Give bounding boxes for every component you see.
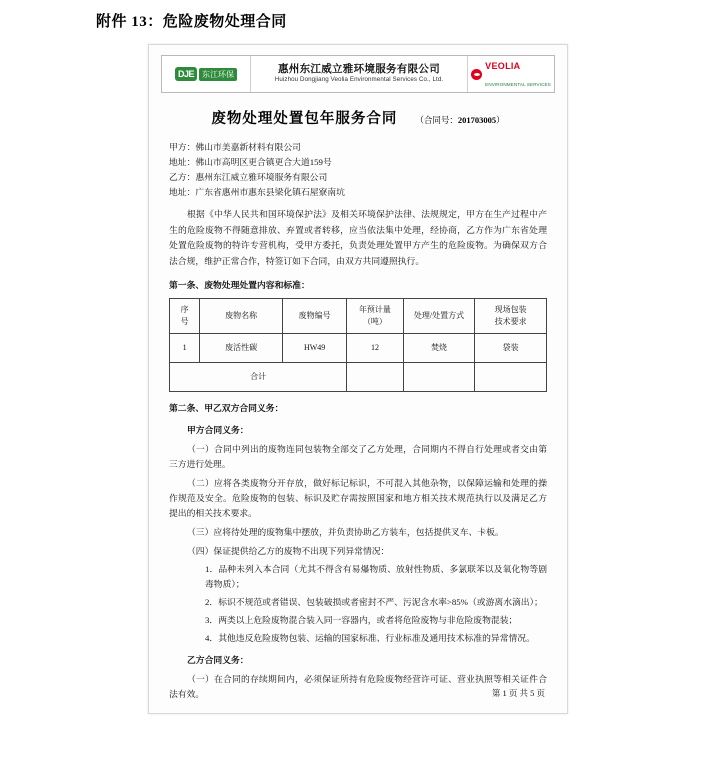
total-treatment	[403, 363, 475, 392]
party-a-numbered-item: 2．标识不规范或者错误、包装破损或者密封不严、污泥含水率>85%（或游离水滴出）；	[205, 597, 543, 607]
column-header-annual-qty: 年预计量 （吨）	[347, 299, 404, 334]
waste-table	[169, 298, 547, 392]
table-total-row	[170, 363, 547, 392]
cell-treatment: 焚烧	[403, 334, 475, 363]
contract-number	[415, 114, 504, 126]
document-title: 废物处理处置包年服务合同	[211, 111, 398, 127]
letterhead	[161, 55, 555, 93]
company-name-cn: 惠州东江威立雅环境服务有限公司	[278, 64, 440, 76]
party-line: 地址：佛山市高明区更合镇更合大道159号	[169, 157, 332, 167]
column-header-packaging: 现场包装 技术要求	[475, 299, 547, 334]
total-qty	[347, 363, 404, 392]
contract-number-tail: ）	[496, 115, 505, 125]
veolia-dot-icon	[471, 69, 482, 80]
veolia-logo	[467, 56, 554, 92]
party-line: 乙方：惠州东江威立雅环境服务有限公司	[169, 172, 328, 182]
total-packaging	[475, 363, 547, 392]
dongjiang-logo-mark: DJE	[175, 67, 197, 81]
party-a-item: （四）保证提供给乙方的废物不出现下列异常情况：	[187, 546, 390, 556]
party-line: 地址：广东省惠州市惠东县梁化镇石屋寮南坑	[169, 187, 345, 197]
cell-annual-qty: 12	[347, 334, 404, 363]
contract-sheet	[148, 44, 568, 714]
table-row	[170, 334, 547, 363]
cell-waste-name: 废活性碳	[200, 334, 283, 363]
column-header-waste-code: 废物编号	[283, 299, 347, 334]
party-a-item: （二）应将各类废物分开存放，做好标记标识，不可混入其他杂物，以保障运输和处理的操作规范及安全。危险废物的包装、标识及贮存需按照国家和地方相关技术规范执行以及满足乙方提出的相关技术要求。	[169, 478, 547, 518]
party-a-numbered-item: 1．品种未列入本合同（尤其不得含有易爆物质、放射性物质、多氯联苯以及氧化物等剧毒物质）；	[205, 564, 547, 589]
contract-number-label: （合同号：	[415, 115, 458, 125]
column-header-index: 序 号	[170, 299, 200, 334]
table-header-row	[170, 299, 547, 334]
veolia-subtitle: ENVIRONMENTAL SERVICES	[485, 82, 551, 87]
party-a-obligations-heading: 甲方合同义务：	[187, 425, 249, 435]
dongjiang-logo	[162, 56, 251, 92]
party-b-obligations-heading: 乙方合同义务：	[187, 655, 249, 665]
column-header-treatment: 处理/处置方式	[403, 299, 475, 334]
party-a-item: （一）合同中列出的废物连同包装物全部交了乙方处理，合同期内不得自行处理或者交由第三方进行处理。	[169, 444, 547, 469]
veolia-name: VEOLIA	[485, 61, 521, 72]
party-a-numbered-item: 3．两类以上危险废物混合装入同一容器内，或者将危险废物与非危险废物混装；	[205, 615, 518, 625]
cell-packaging: 袋装	[475, 334, 547, 363]
dongjiang-logo-cn: 东江环保	[199, 68, 237, 81]
cell-waste-code: HW49	[283, 334, 347, 363]
article-two-heading: 第二条、甲乙双方合同义务：	[169, 403, 284, 413]
document-body	[169, 128, 547, 702]
article-one-heading: 第一条、废物处理处置内容和标准：	[169, 280, 310, 290]
company-name-block	[251, 56, 467, 92]
party-a-numbered-item: 4．其他违反危险废物包装、运输的国家标准、行业标准及通用技术标准的异常情况。	[205, 633, 535, 643]
contract-number-value: 201703005	[457, 115, 497, 125]
column-header-waste-name: 废物名称	[200, 299, 283, 334]
total-label: 合计	[170, 363, 347, 392]
company-name-en: Huizhou Dongjiang Veolia Environmental Services Co., Ltd.	[274, 76, 444, 84]
preamble-paragraph: 根据《中华人民共和国环境保护法》及相关环境保护法律、法规规定，甲方在生产过程中产生的危险废物不得随意排放、弃置或者转移，应当依法集中处理，经协商，乙方作为广东省处理处置危险废物的特许专营机构，受甲方委托，负责处理处置甲方产生的危险废物。为确保双方合法合规，维护正常合作，特签订如下合同，由双方共同遵照执行。	[169, 209, 547, 266]
title-row	[161, 107, 555, 128]
attachment-title: 附件 13：危险废物处理合同	[96, 14, 287, 30]
party-b-item: （一）在合同的存续期间内，必须保证所持有危险废物经营许可证、营业执照等相关证件合法有效。	[169, 674, 547, 699]
page-footer: 第 1 页 共 5 页	[491, 688, 545, 698]
party-a-item: （三）应将待处理的废物集中摆放，并负责协助乙方装车，包括提供叉车、卡板。	[187, 527, 504, 537]
party-line: 甲方：佛山市美嘉新材料有限公司	[169, 142, 301, 152]
cell-index: 1	[170, 334, 200, 363]
